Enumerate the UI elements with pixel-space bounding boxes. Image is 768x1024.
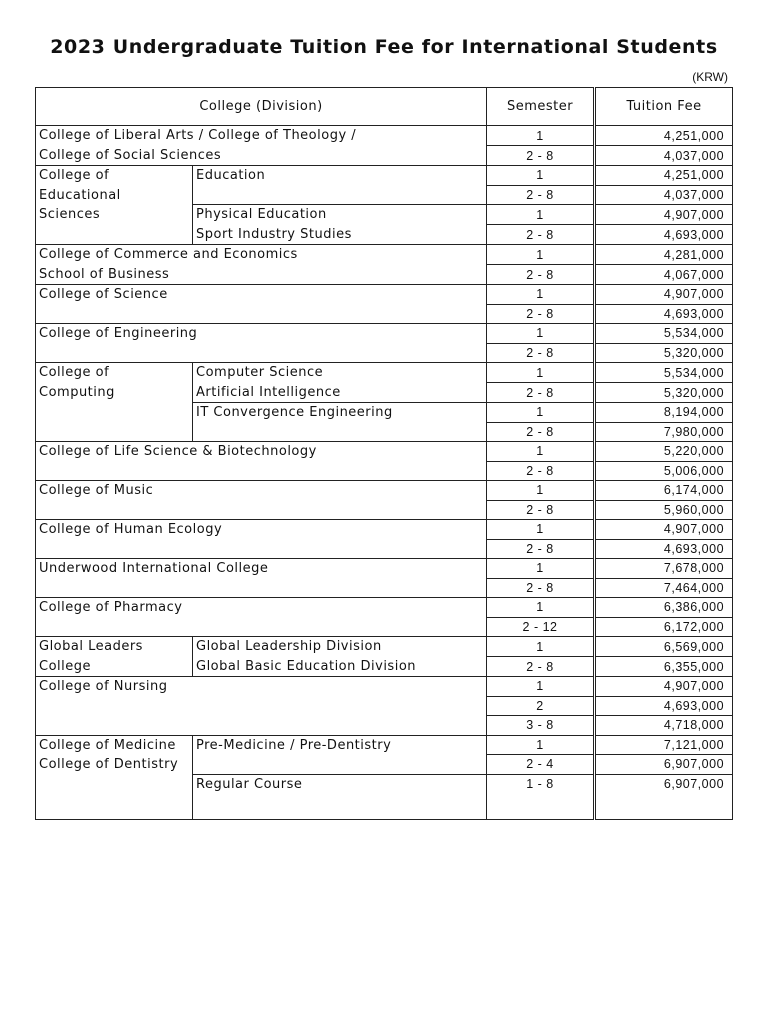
college-name: College of Nursing [36, 677, 487, 736]
page-title: 2023 Undergraduate Tuition Fee for International Students [50, 36, 718, 58]
college-name: College of Life Science & Biotechnology [36, 442, 487, 481]
currency-unit: (KRW) [692, 70, 728, 84]
division-name: Regular Course [193, 774, 487, 820]
fee-cell: 5,006,000 [595, 461, 733, 481]
semester-cell: 2 - 8 [487, 343, 595, 363]
fee-cell: 4,693,000 [595, 539, 733, 559]
fee-cell: 7,121,000 [595, 735, 733, 755]
tuition-table [35, 87, 733, 820]
header-semester: Semester [487, 88, 595, 126]
semester-cell: 2 - 8 [487, 578, 595, 598]
fee-cell: 6,172,000 [595, 617, 733, 637]
fee-cell: 4,907,000 [595, 285, 733, 305]
semester-cell: 2 - 8 [487, 185, 595, 205]
table-row [36, 598, 733, 618]
fee-cell: 5,534,000 [595, 324, 733, 344]
fee-cell: 5,534,000 [595, 363, 733, 383]
semester-cell: 2 - 8 [487, 225, 595, 245]
header-college: College (Division) [36, 88, 487, 126]
college-name: College of Music [36, 481, 487, 520]
table-row [36, 559, 733, 579]
college-name: Global Leaders College [36, 637, 193, 677]
semester-cell: 2 - 8 [487, 304, 595, 324]
college-name: College of Liberal Arts / College of Theology / College of Social Sciences [36, 126, 487, 166]
semester-cell: 1 [487, 166, 595, 186]
fee-cell: 7,678,000 [595, 559, 733, 579]
table-row [36, 126, 733, 146]
table-row [36, 637, 733, 657]
header-fee: Tuition Fee [595, 88, 733, 126]
division-name: Computer Science Artificial Intelligence [193, 363, 487, 403]
table-row [36, 677, 733, 697]
table-row [36, 735, 733, 755]
semester-cell: 1 [487, 442, 595, 462]
table-row [36, 520, 733, 540]
semester-cell: 2 - 8 [487, 500, 595, 520]
table-row [36, 481, 733, 501]
college-name: College of Computing [36, 363, 193, 442]
college-name: College of Medicine College of Dentistry [36, 735, 193, 820]
fee-cell: 6,569,000 [595, 637, 733, 657]
semester-cell: 1 [487, 126, 595, 146]
table-row [36, 363, 733, 383]
fee-cell: 4,907,000 [595, 677, 733, 697]
fee-cell: 4,693,000 [595, 304, 733, 324]
fee-cell: 4,037,000 [595, 146, 733, 166]
fee-cell: 5,220,000 [595, 442, 733, 462]
fee-cell: 6,907,000 [595, 755, 733, 775]
semester-cell: 1 [487, 363, 595, 383]
semester-cell: 1 [487, 598, 595, 618]
fee-cell: 4,067,000 [595, 265, 733, 285]
fee-cell: 5,960,000 [595, 500, 733, 520]
table-row [36, 166, 733, 186]
division-name: Global Leadership Division Global Basic Education Division [193, 637, 487, 677]
fee-cell: 6,907,000 [595, 774, 733, 793]
empty-cell [487, 793, 595, 820]
fee-cell: 7,980,000 [595, 422, 733, 442]
fee-cell: 6,174,000 [595, 481, 733, 501]
semester-cell: 2 - 8 [487, 383, 595, 403]
fee-cell: 7,464,000 [595, 578, 733, 598]
semester-cell: 2 - 4 [487, 755, 595, 775]
semester-cell: 3 - 8 [487, 716, 595, 736]
fee-cell: 4,718,000 [595, 716, 733, 736]
semester-cell: 1 [487, 285, 595, 305]
semester-cell: 1 [487, 481, 595, 501]
division-name: Physical Education Sport Industry Studies [193, 205, 487, 245]
semester-cell: 1 [487, 637, 595, 657]
fee-cell: 6,386,000 [595, 598, 733, 618]
division-name: Education [193, 166, 487, 205]
college-name: College of Educational Sciences [36, 166, 193, 245]
semester-cell: 1 [487, 324, 595, 344]
semester-cell: 1 [487, 205, 595, 225]
table-row [36, 324, 733, 344]
fee-cell: 5,320,000 [595, 343, 733, 363]
semester-cell: 1 [487, 677, 595, 697]
semester-cell: 2 - 8 [487, 422, 595, 442]
table-row [36, 442, 733, 462]
semester-cell: 2 - 12 [487, 617, 595, 637]
semester-cell: 1 [487, 559, 595, 579]
college-name: College of Human Ecology [36, 520, 487, 559]
fee-cell: 4,907,000 [595, 205, 733, 225]
fee-cell: 4,251,000 [595, 126, 733, 146]
header-row [36, 88, 733, 126]
college-name: College of Commerce and Economics School of Business [36, 245, 487, 285]
table-row [36, 285, 733, 305]
fee-cell: 4,693,000 [595, 225, 733, 245]
fee-cell: 8,194,000 [595, 403, 733, 423]
fee-cell: 4,907,000 [595, 520, 733, 540]
table-row [36, 245, 733, 265]
empty-cell [595, 793, 733, 820]
fee-cell: 4,281,000 [595, 245, 733, 265]
college-name: College of Engineering [36, 324, 487, 363]
semester-cell: 2 - 8 [487, 657, 595, 677]
semester-cell: 1 [487, 520, 595, 540]
semester-cell: 1 [487, 403, 595, 423]
semester-cell: 2 [487, 696, 595, 716]
fee-cell: 6,355,000 [595, 657, 733, 677]
college-name: Underwood International College [36, 559, 487, 598]
fee-cell: 4,693,000 [595, 696, 733, 716]
semester-cell: 2 - 8 [487, 146, 595, 166]
semester-cell: 1 [487, 245, 595, 265]
fee-cell: 5,320,000 [595, 383, 733, 403]
fee-cell: 4,251,000 [595, 166, 733, 186]
college-name: College of Science [36, 285, 487, 324]
college-name: College of Pharmacy [36, 598, 487, 637]
semester-cell: 2 - 8 [487, 461, 595, 481]
division-name: IT Convergence Engineering [193, 403, 487, 442]
semester-cell: 1 [487, 735, 595, 755]
semester-cell: 2 - 8 [487, 539, 595, 559]
division-name: Pre-Medicine / Pre-Dentistry [193, 735, 487, 774]
semester-cell: 1 - 8 [487, 774, 595, 793]
fee-cell: 4,037,000 [595, 185, 733, 205]
semester-cell: 2 - 8 [487, 265, 595, 285]
